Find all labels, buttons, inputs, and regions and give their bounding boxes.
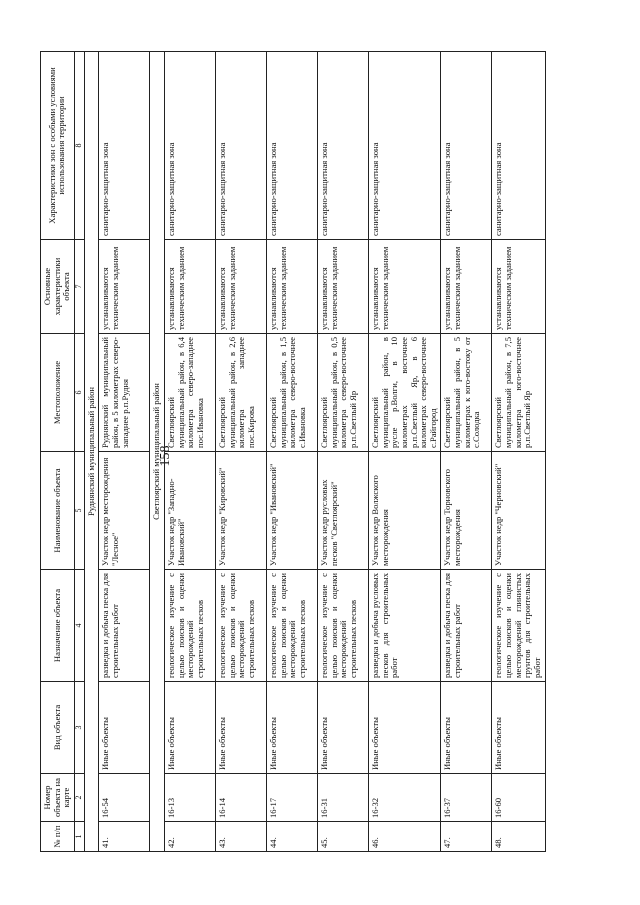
object-location: Светлоярский муниципальный район, в 0,5 километра северо-восточнее р.п.Светлый Яр [318, 334, 369, 452]
object-purpose: геологическое изучение с целью поисков и оценки месторождений строительных песков [216, 570, 267, 682]
object-name: Участок недр русловых песков "Светлоярский" [318, 452, 369, 570]
section-title: Руднянский муниципальный район [84, 52, 99, 852]
map-number: 16-14 [216, 774, 267, 822]
header-cell: Вид объекта [41, 682, 75, 774]
map-number: 16-13 [165, 774, 216, 822]
column-number: 6 [74, 334, 84, 452]
object-characteristics: устанавливаются техническим заданием [165, 240, 216, 334]
column-number: 2 [74, 774, 84, 822]
zone-characteristics: санитарно-защитная зона [165, 52, 216, 240]
section-title: Светлоярский муниципальный район [150, 52, 165, 852]
column-number: 4 [74, 570, 84, 682]
object-purpose: разведка и добыча песка для строительных работ [441, 570, 492, 682]
header-row [41, 52, 75, 852]
map-number: 16-54 [99, 774, 150, 822]
table-row [99, 52, 150, 852]
column-number: 8 [74, 52, 84, 240]
header-cell: Местоположение [41, 334, 75, 452]
zone-characteristics: санитарно-защитная зона [369, 52, 441, 240]
row-number: 46. [369, 822, 441, 852]
object-characteristics: устанавливаются техническим заданием [216, 240, 267, 334]
object-type: Иные объекты [267, 682, 318, 774]
object-characteristics: устанавливаются техническим заданием [369, 240, 441, 334]
table-body [84, 52, 545, 852]
map-number: 16-32 [369, 774, 441, 822]
zone-characteristics: санитарно-защитная зона [492, 52, 545, 240]
map-number: 16-37 [441, 774, 492, 822]
object-name: Участок недр "Ивановский" [267, 452, 318, 570]
row-number: 44. [267, 822, 318, 852]
object-name: Участок недр "Западно-Ивановский" [165, 452, 216, 570]
table-row [216, 52, 267, 852]
zone-characteristics: санитарно-защитная зона [99, 52, 150, 240]
object-characteristics: устанавливаются техническим заданием [267, 240, 318, 334]
object-characteristics: устанавливаются техническим заданием [99, 240, 150, 334]
column-number: 1 [74, 822, 84, 852]
header-cell: № п/п [41, 822, 75, 852]
section-row [84, 52, 99, 852]
object-name: Участок недр Торновского месторождения [441, 452, 492, 570]
object-characteristics: устанавливаются техническим заданием [318, 240, 369, 334]
table-row [318, 52, 369, 852]
object-purpose: геологическое изучение с целью поисков и оценки месторождений строительных песков [318, 570, 369, 682]
header-cell: Наименование объекта [41, 452, 75, 570]
zone-characteristics: санитарно-защитная зона [267, 52, 318, 240]
header-cell: Номер объекта на карте [41, 774, 75, 822]
object-location: Светлоярский муниципальный район, в 2,6 километра западнее пос.Кирова [216, 334, 267, 452]
row-number: 47. [441, 822, 492, 852]
object-name: Участок недр "Кировский" [216, 452, 267, 570]
object-purpose: разведка и добыча песка для строительных работ [99, 570, 150, 682]
section-row [150, 52, 165, 852]
object-purpose: разведка и добыча русловых песков для строительных работ [369, 570, 441, 682]
table-row [492, 52, 545, 852]
map-number: 16-31 [318, 774, 369, 822]
header-cell: Основные характеристики объекта [41, 240, 75, 334]
map-number: 16-17 [267, 774, 318, 822]
header-cell: Назначение объекта [41, 570, 75, 682]
object-type: Иные объекты [165, 682, 216, 774]
object-type: Иные объекты [492, 682, 545, 774]
object-name: Участок недр "Черновский" [492, 452, 545, 570]
object-characteristics: устанавливаются техническим заданием [441, 240, 492, 334]
header-cell: Характеристики зон с особыми условиями использования территории [41, 52, 75, 240]
zone-characteristics: санитарно-защитная зона [441, 52, 492, 240]
object-purpose: геологическое изучение с целью поисков и оценки месторождений строительных песков [165, 570, 216, 682]
column-number-row [74, 52, 84, 852]
object-location: Руднянский муниципальный район, в 5 километрах северо-западнее р.п.Рудня [99, 334, 150, 452]
zone-characteristics: санитарно-защитная зона [318, 52, 369, 240]
object-location: Светлоярский муниципальный район, в 5 километрах к юго-востоку от с.Солодка [441, 334, 492, 452]
row-number: 45. [318, 822, 369, 852]
object-type: Иные объекты [369, 682, 441, 774]
page-number: 158 [158, 445, 173, 467]
object-location: Светлоярский муниципальный район, в 6,4 километра северо-западнее пос.Ивановка [165, 334, 216, 452]
object-type: Иные объекты [441, 682, 492, 774]
rotated-page [40, 52, 600, 852]
column-number: 3 [74, 682, 84, 774]
row-number: 43. [216, 822, 267, 852]
object-name: Участок недр Волжского месторождения [369, 452, 441, 570]
table-row [441, 52, 492, 852]
column-number: 5 [74, 452, 84, 570]
object-type: Иные объекты [318, 682, 369, 774]
objects-table [40, 51, 546, 852]
object-name: Участок недр месторождения "Лесное" [99, 452, 150, 570]
table-row [267, 52, 318, 852]
map-number: 16-60 [492, 774, 545, 822]
object-type: Иные объекты [216, 682, 267, 774]
object-location: Светлоярский муниципальный район, в 7,5 километра юго-восточнее р.п.Светлый Яр [492, 334, 545, 452]
table-row [165, 52, 216, 852]
table-row [369, 52, 441, 852]
row-number: 48. [492, 822, 545, 852]
object-type: Иные объекты [99, 682, 150, 774]
object-purpose: геологическое изучение с целью поисков и оценки месторождений строительных песков [267, 570, 318, 682]
object-purpose: геологическое изучение с целью поисков и оценки месторождений глинистых грунтов для строительных работ [492, 570, 545, 682]
object-characteristics: устанавливаются техническим заданием [492, 240, 545, 334]
object-location: Светлоярский муниципальный район, в 1,5 километра северо-восточнее с.Ивановка [267, 334, 318, 452]
row-number: 42. [165, 822, 216, 852]
row-number: 41. [99, 822, 150, 852]
zone-characteristics: санитарно-защитная зона [216, 52, 267, 240]
column-number: 7 [74, 240, 84, 334]
object-location: Светлоярский муниципальный район, в русле р.Волги, в 10 километрах восточнее р.п.Светлый Яр, в 6 километрах северо-восточнее с.Райгород [369, 334, 441, 452]
